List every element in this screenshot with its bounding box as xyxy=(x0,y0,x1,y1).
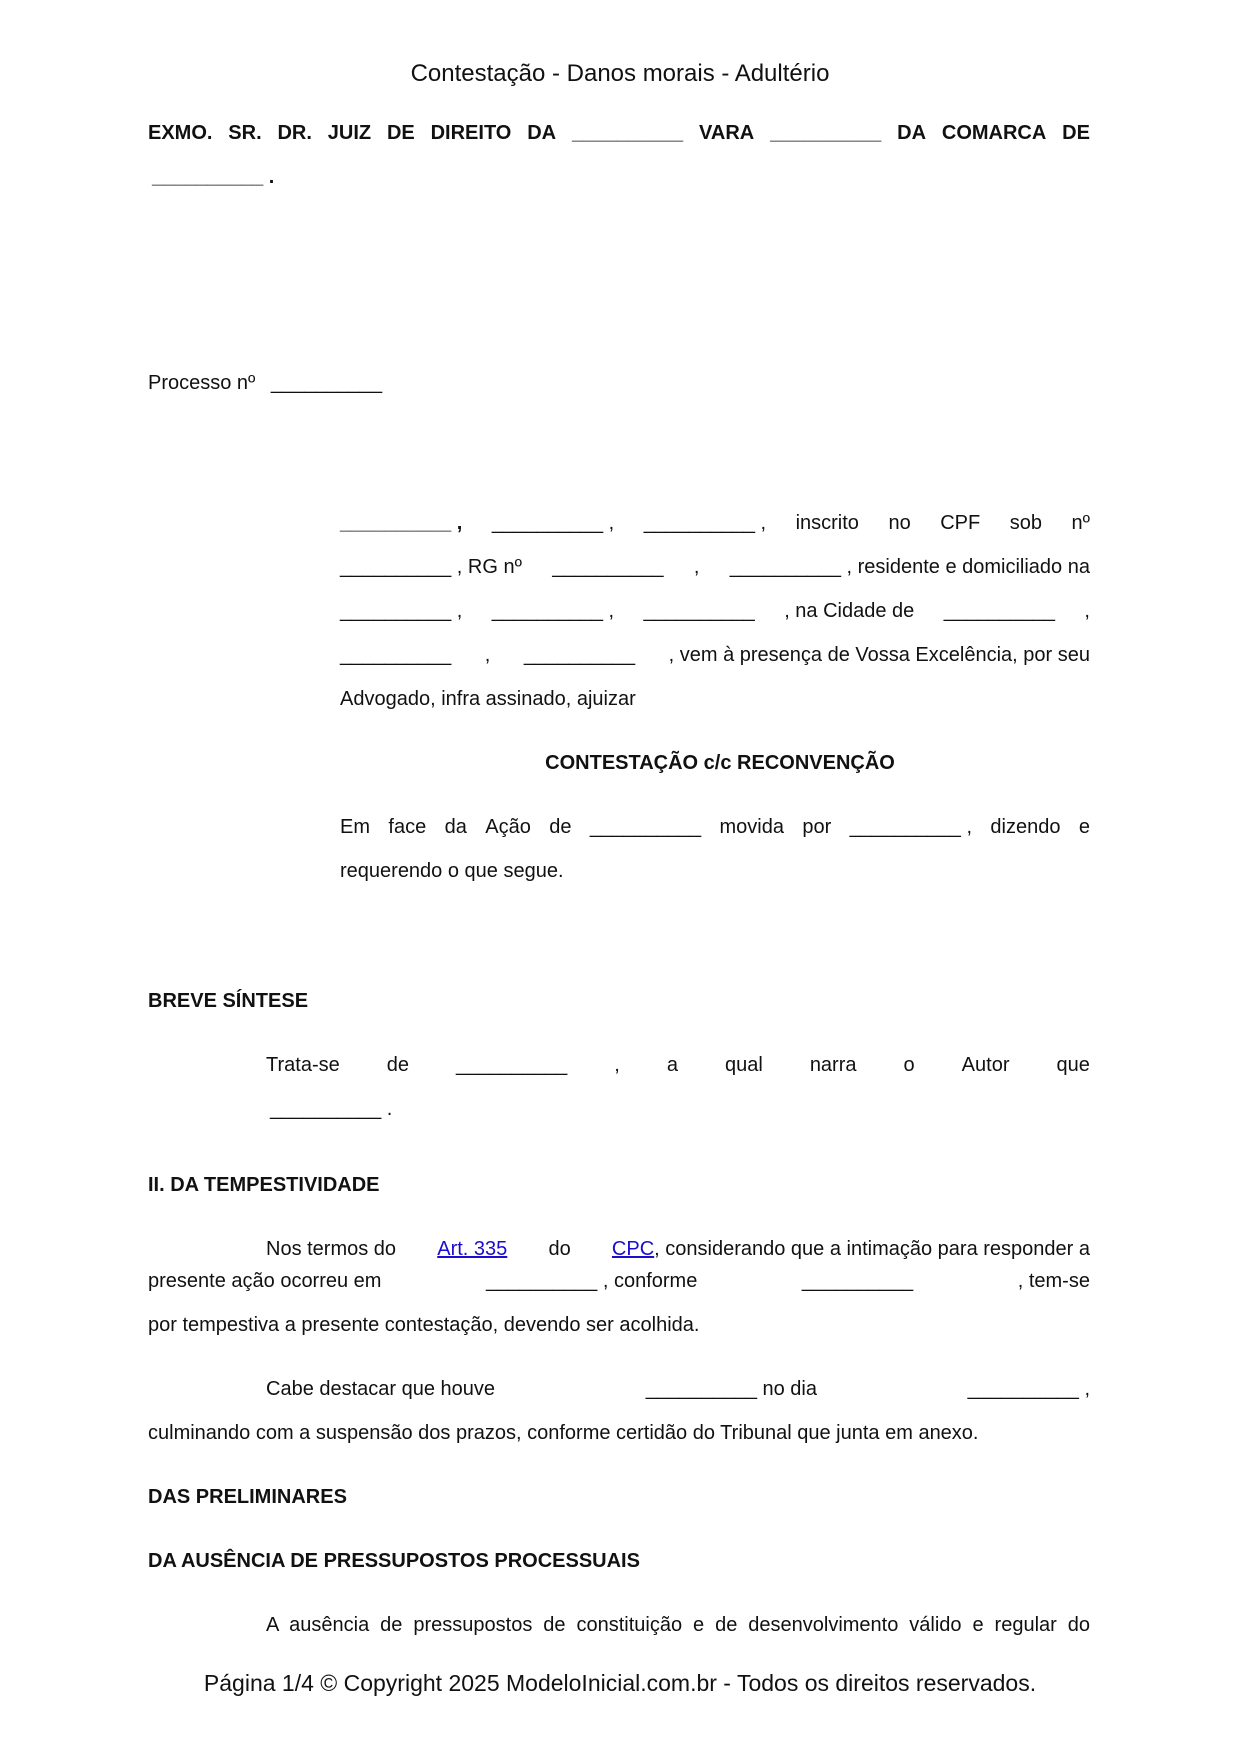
text-segment: , vem à presença de Vossa Excelência, por seu xyxy=(668,644,1090,666)
section-heading-breve-sintese: BREVE SÍNTESE xyxy=(148,990,309,1012)
blank-field: __________ xyxy=(552,556,664,578)
word: , xyxy=(614,1054,620,1076)
section-heading-tempestividade: II. DA TEMPESTIVIDADE xyxy=(148,1174,380,1196)
word: e xyxy=(1078,816,1090,838)
tempestividade-line-3: por tempestiva a presente contestação, devendo ser acolhida. xyxy=(148,1314,700,1336)
parties-line-3 xyxy=(340,600,1090,623)
tempestividade-p2-line-1 xyxy=(266,1378,1090,1401)
blank-field: __________ , xyxy=(967,1378,1090,1400)
word: qual xyxy=(724,1054,763,1076)
word: DR. xyxy=(277,122,312,144)
word: inscrito xyxy=(795,512,859,534)
processo-number xyxy=(148,372,382,395)
text-segment: __________ , conforme xyxy=(486,1270,698,1292)
ausencia-line-1: A ausência de pressupostos de constituição e de desenvolvimento válido e regular do xyxy=(266,1614,1090,1636)
text-segment: Cabe destacar que houve xyxy=(266,1378,496,1400)
word: CPF xyxy=(940,512,981,534)
text-segment: __________ , RG nº xyxy=(340,556,522,578)
blank-field: __________ xyxy=(943,600,1055,622)
word: JUIZ xyxy=(327,122,372,144)
intro-line-2: requerendo o que segue. xyxy=(340,860,564,882)
text-segment: , considerando que a intimação para responder a xyxy=(654,1238,1090,1260)
word: o xyxy=(903,1054,915,1076)
word: que xyxy=(1056,1054,1090,1076)
blank-field: __________ xyxy=(270,372,383,394)
blank-field: __________ xyxy=(523,644,636,666)
word: DIREITO xyxy=(430,122,512,144)
word: Trata-se xyxy=(266,1054,340,1076)
text-segment: presente ação ocorreu em xyxy=(148,1270,382,1292)
blank-field: __________ xyxy=(643,600,755,622)
word: no xyxy=(888,512,911,534)
word: Em xyxy=(340,816,370,838)
word: dizendo xyxy=(990,816,1061,838)
word: da xyxy=(444,816,467,838)
word: DE xyxy=(1062,122,1090,144)
text-segment: , xyxy=(1084,600,1090,622)
word: narra xyxy=(809,1054,857,1076)
word: EXMO. xyxy=(148,122,213,144)
blank-field: __________ xyxy=(571,122,684,144)
blank-field: __________ xyxy=(801,1270,914,1292)
word: de xyxy=(549,816,572,838)
text-segment: , xyxy=(693,556,700,578)
blank-field: __________ xyxy=(589,816,702,838)
link-art-335[interactable]: Art. 335 xyxy=(437,1238,508,1260)
document-title: CONTESTAÇÃO c/c RECONVENÇÃO xyxy=(545,752,895,774)
word: SR. xyxy=(228,122,262,144)
word: por xyxy=(802,816,832,838)
word: DE xyxy=(386,122,415,144)
sintese-line-1 xyxy=(266,1054,1090,1077)
tempestividade-p2-line-2: culminando com a suspensão dos prazos, conforme certidão do Tribunal que junta em anexo. xyxy=(148,1422,979,1444)
blank-field: __________ , xyxy=(491,600,615,622)
word: DA xyxy=(897,122,927,144)
address-line-2: __________ . xyxy=(152,166,275,188)
word: DA xyxy=(527,122,557,144)
section-heading-preliminares: DAS PRELIMINARES xyxy=(148,1486,347,1508)
tempestividade-line-1 xyxy=(266,1238,1090,1261)
intro-line-1 xyxy=(340,816,1090,839)
blank-field: __________ , xyxy=(340,600,463,622)
blank-field: __________ , xyxy=(340,512,463,534)
page-header-title: Contestação - Danos morais - Adultério xyxy=(410,60,830,87)
word: sob xyxy=(1009,512,1042,534)
word: face xyxy=(388,816,427,838)
text-segment: __________ , residente e domiciliado na xyxy=(729,556,1090,578)
blank-field: __________ , xyxy=(491,512,615,534)
link-cpc[interactable]: CPC xyxy=(611,1238,655,1260)
word: a xyxy=(666,1054,678,1076)
tempestividade-line-2 xyxy=(148,1270,1090,1293)
text-segment: Nos termos do xyxy=(266,1238,397,1260)
blank-field: __________ , xyxy=(643,512,767,534)
word: Autor xyxy=(961,1054,1010,1076)
word: VARA xyxy=(699,122,755,144)
section-heading-ausencia-pressupostos: DA AUSÊNCIA DE PRESSUPOSTOS PROCESSUAIS xyxy=(148,1550,640,1572)
word: do xyxy=(548,1238,571,1260)
word: movida xyxy=(719,816,784,838)
page-footer: Página 1/4 © Copyright 2025 ModeloInicial.com.br - Todos os direitos reservados. xyxy=(203,1670,1037,1696)
text-segment: , na Cidade de xyxy=(784,600,915,622)
word: COMARCA xyxy=(941,122,1047,144)
parties-line-1 xyxy=(340,512,1090,535)
parties-line-4 xyxy=(340,644,1090,667)
blank-field: __________ xyxy=(340,644,452,666)
address-line-1 xyxy=(148,122,1090,145)
text-segment: , tem-se xyxy=(1017,1270,1090,1292)
word: de xyxy=(386,1054,409,1076)
word: nº xyxy=(1071,512,1090,534)
text-segment: __________ no dia xyxy=(645,1378,817,1400)
blank-field: __________ , xyxy=(849,816,972,838)
sintese-line-2: __________ . xyxy=(270,1098,393,1120)
blank-field: __________ xyxy=(770,122,882,144)
word: Ação xyxy=(485,816,531,838)
processo-label: Processo nº xyxy=(148,372,256,394)
blank-field: __________ xyxy=(456,1054,568,1076)
parties-line-2 xyxy=(340,556,1090,579)
text-segment: , xyxy=(484,644,491,666)
parties-line-5: Advogado, infra assinado, ajuizar xyxy=(340,688,636,710)
